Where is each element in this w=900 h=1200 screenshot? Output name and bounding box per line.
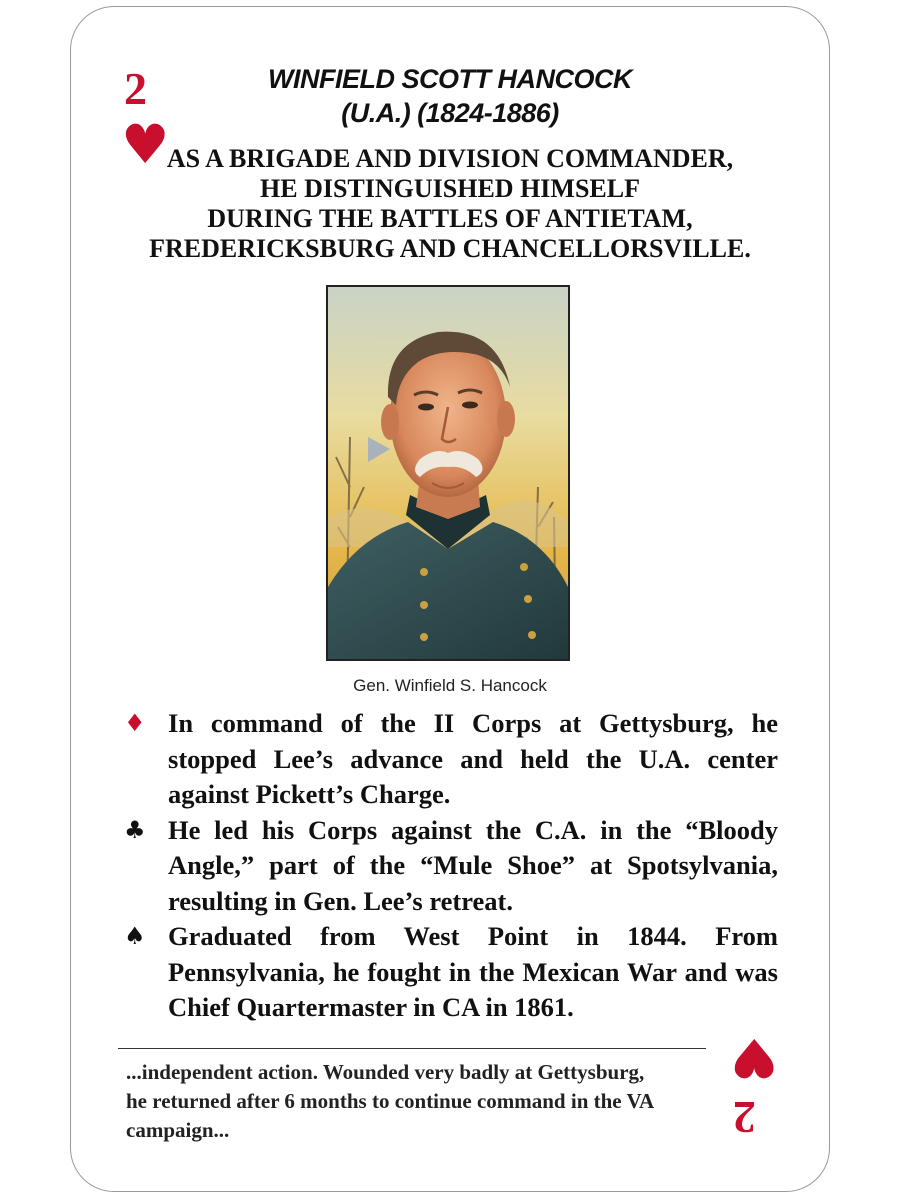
- footnote-divider: [118, 1048, 706, 1049]
- fact-text: He led his Corps against the C.A. in the “Bloody Angle,” part of the “Mule Shoe” at Spotsylvania, resulting in Gen. Lee’s retreat.: [168, 814, 778, 916]
- affiliation-dates: (U.A.) (1824-1886): [341, 98, 559, 128]
- summary-line: DURING THE BATTLES OF ANTIETAM,: [207, 204, 693, 233]
- heart-icon: ♥: [730, 1026, 779, 1089]
- portrait-caption: Gen. Winfield S. Hancock: [353, 676, 547, 695]
- club-icon: ♣: [124, 815, 146, 844]
- fact-text: Graduated from West Point in 1844. From Pennsylvania, he fought in the Mexican War and was Chief Quartermaster in CA in 1861.: [168, 921, 778, 1022]
- facts-list: [118, 706, 778, 1026]
- list-item: [118, 813, 778, 920]
- spade-icon: ♠: [124, 922, 146, 950]
- heart-icon: ♥: [121, 113, 170, 176]
- list-item: [118, 706, 778, 813]
- summary-line: HE DISTINGUISHED HIMSELF: [260, 174, 640, 203]
- summary-line: FREDERICKSBURG AND CHANCELLORSVILLE.: [149, 234, 751, 263]
- list-item: [118, 919, 778, 1026]
- general-name: WINFIELD SCOTT HANCOCK: [268, 64, 632, 94]
- summary-text: [140, 144, 760, 264]
- corner-rank-top: 2: [124, 63, 147, 114]
- corner-rank-bottom: 2: [733, 1092, 756, 1143]
- summary-line: AS A BRIGADE AND DIVISION COMMANDER,: [166, 144, 734, 173]
- portrait-image: [326, 285, 570, 661]
- footnote-text: ...independent action. Wounded very badly at Gettysburg, he returned after 6 months to continue command in the VA campaign...: [126, 1060, 653, 1142]
- fact-text: In command of the II Corps at Gettysburg, he stopped Lee’s advance and held the U.A. center against Pickett’s Charge.: [168, 708, 778, 809]
- portrait-illustration: [328, 287, 568, 659]
- diamond-icon: ♦: [124, 709, 146, 737]
